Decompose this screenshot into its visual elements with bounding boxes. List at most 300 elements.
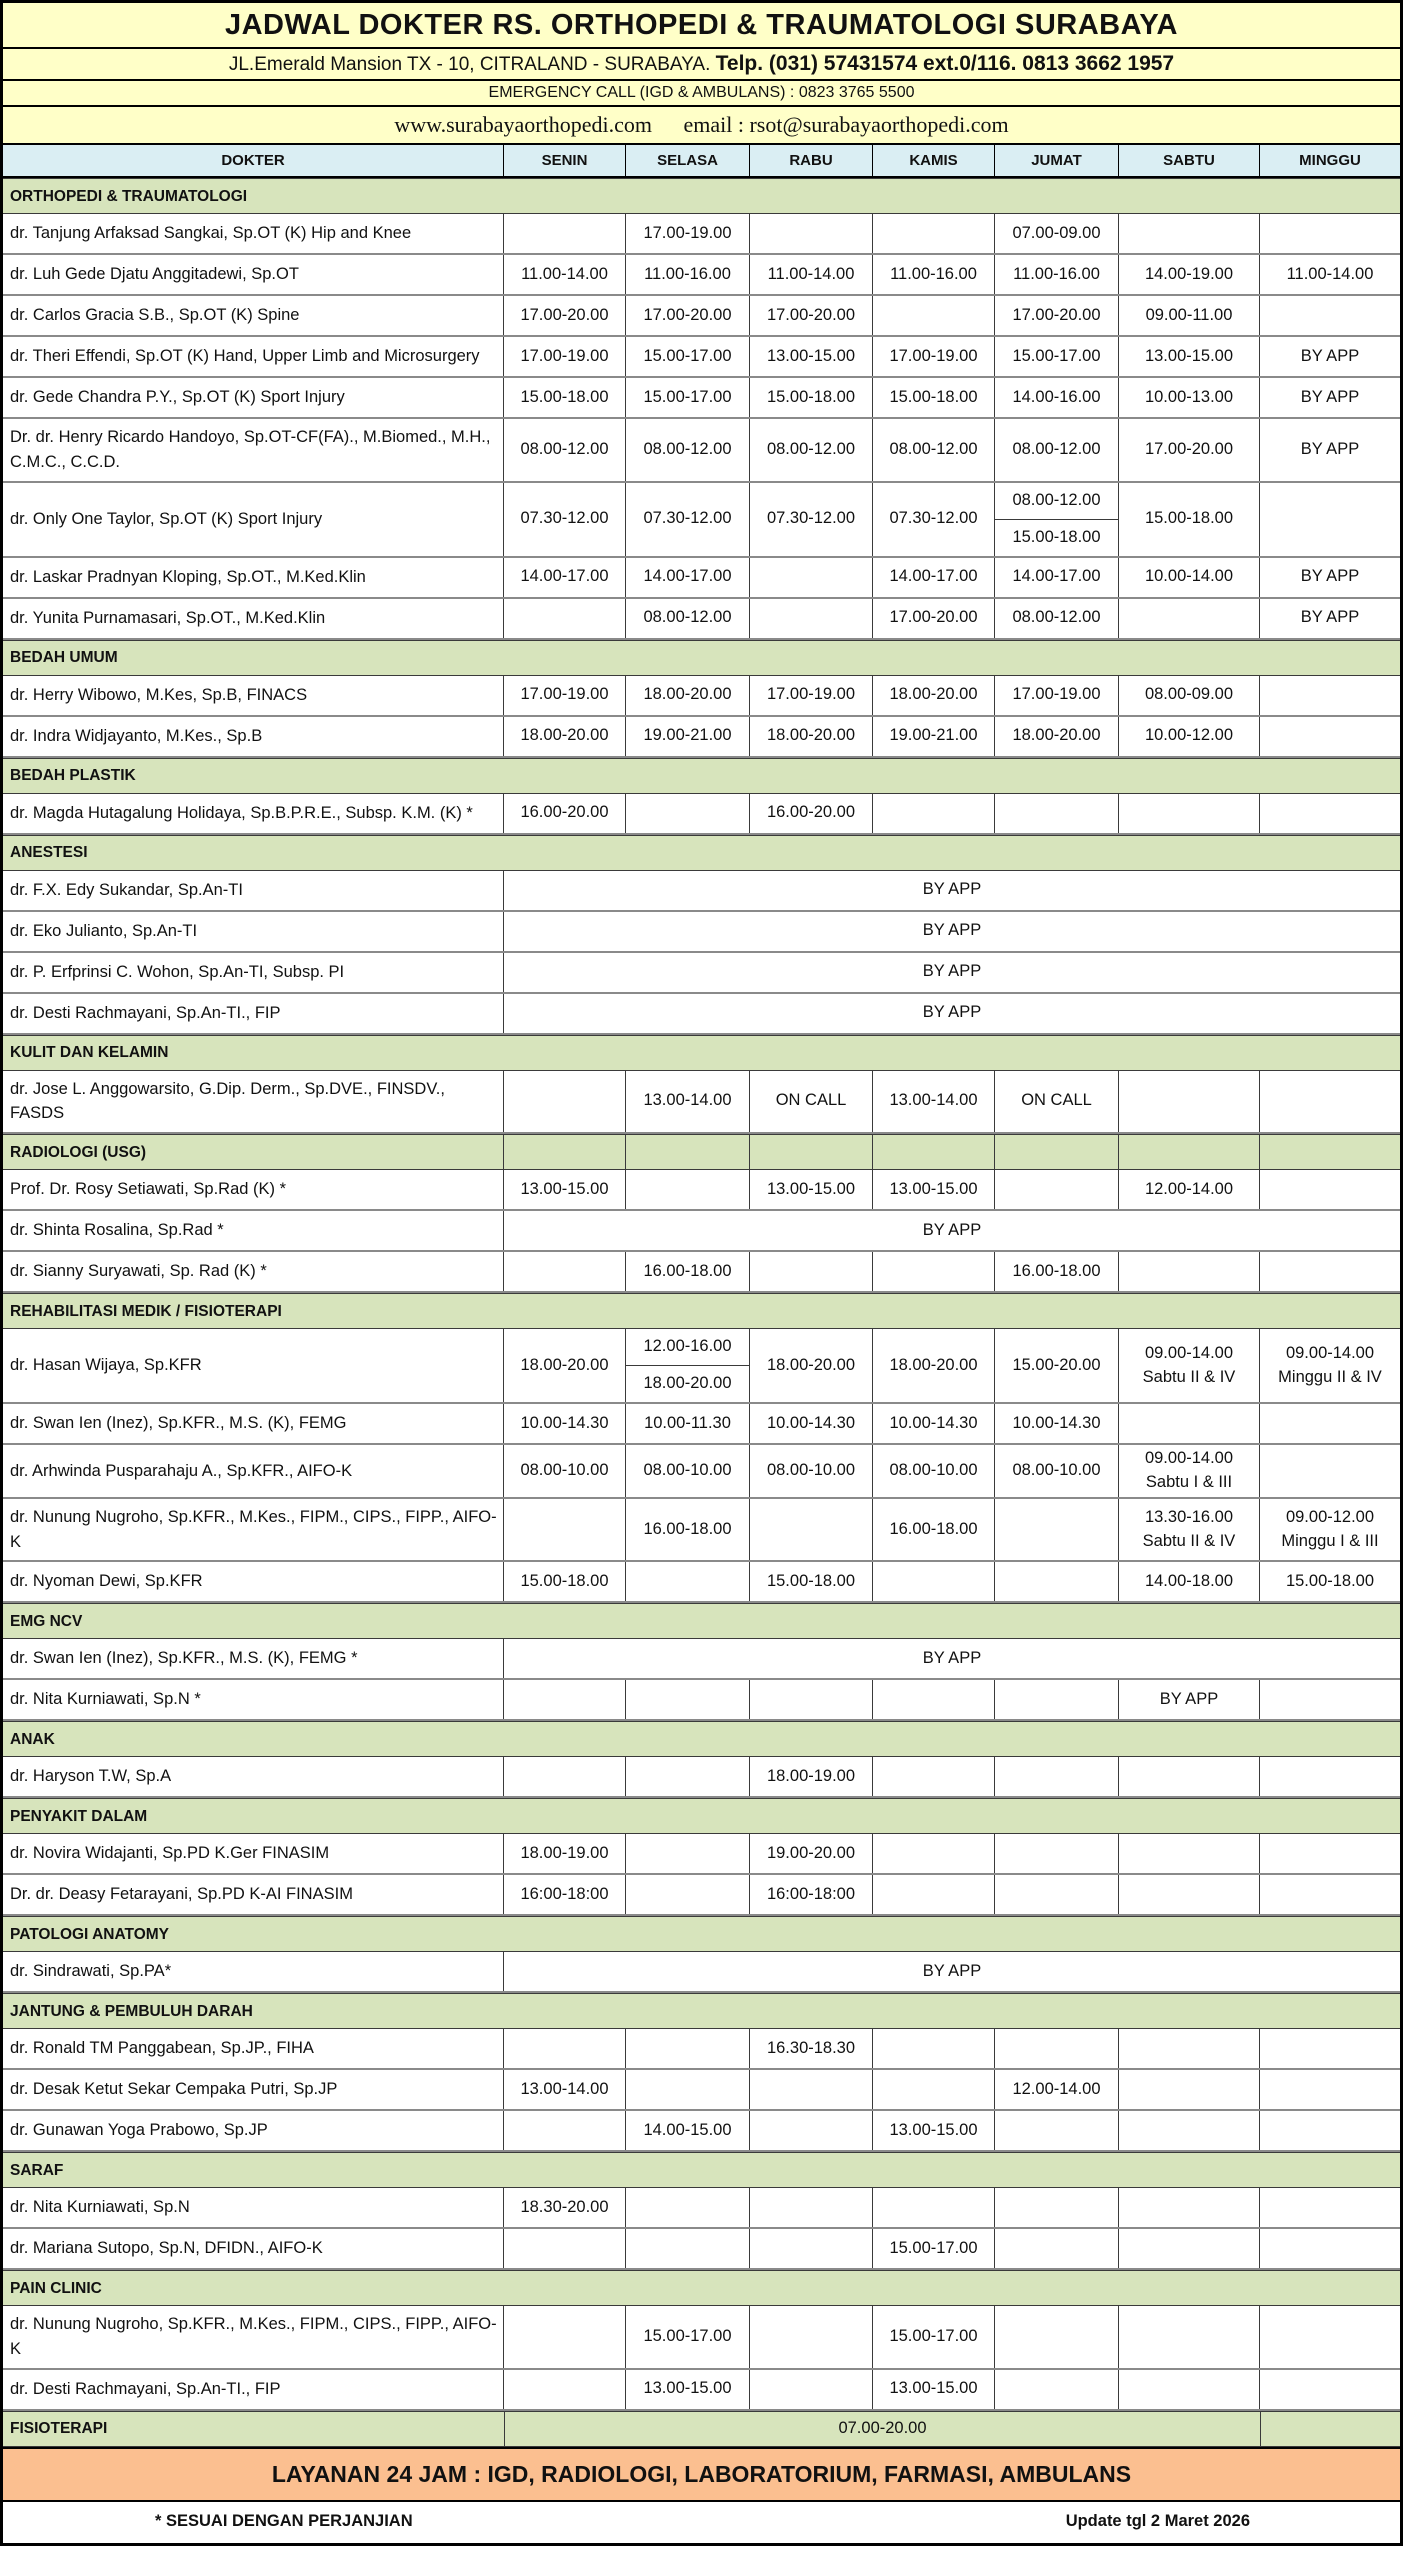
- schedule-cell: [1119, 2370, 1260, 2409]
- schedule-cell: [1260, 1499, 1400, 1561]
- table-row: [3, 1445, 1400, 1499]
- section-title: ANAK: [10, 1730, 55, 1748]
- schedule-cell: 15.00-17.00: [626, 337, 750, 376]
- schedule-cell: 13.00-15.00: [1119, 337, 1260, 376]
- schedule-cell: [995, 2229, 1119, 2268]
- schedule-cell: 08.00-10.00: [750, 1445, 873, 1497]
- schedule-cell: [1260, 2306, 1400, 2368]
- section-title: PATOLOGI ANATOMY: [10, 1925, 170, 1943]
- schedule-cell: 08.00-12.00: [626, 599, 750, 638]
- table-row: [3, 2229, 1400, 2270]
- schedule-cell: [1260, 296, 1400, 335]
- schedule-cell: [750, 2370, 873, 2409]
- schedule-cell: [750, 2070, 873, 2109]
- doctor-name: dr. Sianny Suryawati, Sp. Rad (K) *: [3, 1252, 504, 1291]
- page-title: JADWAL DOKTER RS. ORTHOPEDI & TRAUMATOLOGI SURABAYA: [3, 3, 1400, 49]
- column-header-jumat: JUMAT: [995, 145, 1119, 176]
- schedule-cell: [995, 2188, 1119, 2227]
- schedule-cell: 11.00-14.00: [750, 255, 873, 294]
- doctor-name: dr. P. Erfprinsi C. Wohon, Sp.An-TI, Subsp. PI: [3, 953, 504, 992]
- schedule-table-body: [3, 178, 1400, 2447]
- schedule-cell: [750, 1680, 873, 1719]
- schedule-cell: 17.00-20.00: [504, 296, 626, 335]
- doctor-name: dr. Desti Rachmayani, Sp.An-TI., FIP: [3, 994, 504, 1033]
- schedule-cell: [626, 1834, 750, 1873]
- schedule-cell: [626, 794, 750, 833]
- doctor-name: Dr. dr. Deasy Fetarayani, Sp.PD K-AI FINASIM: [3, 1875, 504, 1914]
- schedule-cell: 15.00-18.00: [873, 378, 995, 417]
- schedule-cell: 15.00-18.00: [504, 1562, 626, 1601]
- schedule-cell: 16.00-18.00: [626, 1252, 750, 1291]
- schedule-cell-span: BY APP: [922, 1961, 982, 1980]
- column-header-sabtu: SABTU: [1119, 145, 1260, 176]
- schedule-cell: [504, 1252, 626, 1291]
- schedule-cell-span: BY APP: [922, 962, 982, 981]
- schedule-cell: [1260, 2111, 1400, 2150]
- schedule-cell: 15.00-17.00: [995, 337, 1119, 376]
- schedule-cell: 13.00-15.00: [750, 1170, 873, 1209]
- table-row: [3, 717, 1400, 758]
- section-header-fisioterapi: [3, 2411, 1400, 2447]
- website-url: www.surabayaorthopedi.com: [394, 112, 652, 137]
- schedule-cell: [995, 2029, 1119, 2068]
- table-row: [3, 676, 1400, 717]
- doctor-name: dr. Novira Widajanti, Sp.PD K.Ger FINASIM: [3, 1834, 504, 1873]
- schedule-cell: [873, 1562, 995, 1601]
- section-title: PAIN CLINIC: [10, 2279, 102, 2297]
- schedule-cell: 17.00-19.00: [504, 676, 626, 715]
- schedule-cell: [995, 2370, 1119, 2409]
- schedule-cell: 15.00-18.00: [750, 1562, 873, 1601]
- table-row: [3, 1639, 1400, 1680]
- schedule-cell: 17.00-20.00: [1119, 419, 1260, 481]
- section-title: ORTHOPEDI & TRAUMATOLOGI: [10, 187, 248, 205]
- schedule-cell: [873, 1680, 995, 1719]
- doctor-name: dr. Mariana Sutopo, Sp.N, DFIDN., AIFO-K: [3, 2229, 504, 2268]
- schedule-cell: [873, 2070, 995, 2109]
- section-empty-cell: [626, 1135, 750, 1169]
- doctor-name: dr. Theri Effendi, Sp.OT (K) Hand, Upper Limb and Microsurgery: [3, 337, 504, 376]
- table-row: [3, 419, 1400, 483]
- schedule-subcell: 08.00-12.00: [995, 483, 1118, 520]
- schedule-cell: 11.00-16.00: [995, 255, 1119, 294]
- schedule-cell: [1119, 2306, 1260, 2368]
- schedule-cell: [1260, 2029, 1400, 2068]
- schedule-cell: [873, 1875, 995, 1914]
- schedule-cell: [626, 1680, 750, 1719]
- table-row: [3, 1211, 1400, 1252]
- doctor-name: dr. Yunita Purnamasari, Sp.OT., M.Ked.Klin: [3, 599, 504, 638]
- table-row: [3, 1170, 1400, 1211]
- schedule-cell-line: Sabtu II & IV: [1142, 1531, 1236, 1550]
- schedule-cell: BY APP: [1119, 1680, 1260, 1719]
- section-header-pain-clinic: [3, 2270, 1400, 2306]
- section-header-patologi-anatomy: [3, 1916, 1400, 1952]
- schedule-cell: 08.00-10.00: [504, 1445, 626, 1497]
- section-empty-cell: [995, 1135, 1119, 1169]
- schedule-cell: 17.00-20.00: [750, 296, 873, 335]
- schedule-cell: 17.00-19.00: [750, 676, 873, 715]
- schedule-cell: [873, 794, 995, 833]
- section-header-rehabilitasi-medik-fisioterapi: [3, 1293, 1400, 1329]
- schedule-cell: 18.00-20.00: [750, 1329, 873, 1402]
- schedule-cell: [504, 214, 626, 253]
- schedule-cell: 15.00-18.00: [750, 378, 873, 417]
- schedule-cell: [1119, 2229, 1260, 2268]
- table-row: [3, 912, 1400, 953]
- section-header-saraf: [3, 2152, 1400, 2188]
- column-header-rabu: RABU: [750, 145, 873, 176]
- schedule-cell: [995, 2111, 1119, 2150]
- schedule-cell: 12.00-14.00: [995, 2070, 1119, 2109]
- schedule-cell: 17.00-20.00: [626, 296, 750, 335]
- schedule-cell: [995, 1562, 1119, 1601]
- schedule-cell: 15.00-17.00: [873, 2229, 995, 2268]
- schedule-cell: [1260, 2188, 1400, 2227]
- schedule-cell: [626, 2188, 750, 2227]
- schedule-subcell: 18.00-20.00: [643, 1374, 732, 1393]
- schedule-cell: [1119, 1445, 1260, 1497]
- table-row: [3, 2111, 1400, 2152]
- schedule-subcell: 15.00-18.00: [1012, 527, 1101, 546]
- table-row: [3, 794, 1400, 835]
- schedule-cell-line: 13.30-16.00: [1144, 1507, 1234, 1526]
- schedule-cell: 09.00-11.00: [1119, 296, 1260, 335]
- schedule-cell: 17.00-20.00: [995, 296, 1119, 335]
- table-row: [3, 1252, 1400, 1293]
- schedule-cell: [1119, 2188, 1260, 2227]
- schedule-cell-split: [995, 483, 1119, 556]
- schedule-cell: [750, 2188, 873, 2227]
- schedule-cell: [873, 2188, 995, 2227]
- schedule-cell: [1119, 1071, 1260, 1133]
- footer-note-row: [3, 2502, 1400, 2543]
- schedule-cell: [995, 1757, 1119, 1796]
- table-row: [3, 214, 1400, 255]
- schedule-cell: 10.00-12.00: [1119, 717, 1260, 756]
- section-header-bedah-umum: [3, 640, 1400, 676]
- section-header-kulit-dan-kelamin: [3, 1035, 1400, 1071]
- section-empty-cell: [750, 1135, 873, 1169]
- address-line: [3, 49, 1400, 81]
- schedule-cell: [1260, 676, 1400, 715]
- schedule-cell: [504, 2370, 626, 2409]
- doctor-name: dr. Magda Hutagalung Holidaya, Sp.B.P.R.E., Subsp. K.M. (K) *: [3, 794, 504, 833]
- doctor-name: dr. Haryson T.W, Sp.A: [3, 1757, 504, 1796]
- appointment-note: * SESUAI DENGAN PERJANJIAN: [155, 2511, 413, 2530]
- table-row: [3, 378, 1400, 419]
- schedule-cell: 13.00-15.00: [750, 337, 873, 376]
- table-row: [3, 599, 1400, 640]
- schedule-cell: [1260, 1680, 1400, 1719]
- schedule-cell: [1119, 1757, 1260, 1796]
- schedule-cell: [1119, 1404, 1260, 1443]
- table-row: [3, 558, 1400, 599]
- schedule-cell: 13.00-15.00: [504, 1170, 626, 1209]
- schedule-cell: BY APP: [1300, 608, 1360, 627]
- doctor-name: dr. Sindrawati, Sp.PA*: [3, 1952, 504, 1991]
- schedule-cell: 15.00-20.00: [995, 1329, 1119, 1402]
- schedule-cell: [1260, 1170, 1400, 1209]
- schedule-cell: [995, 794, 1119, 833]
- schedule-cell: 17.00-19.00: [504, 337, 626, 376]
- schedule-cell: 13.00-14.00: [504, 2070, 626, 2109]
- doctor-name: dr. Arhwinda Pusparahaju A., Sp.KFR., AIFO-K: [3, 1445, 504, 1497]
- section-header-emg-ncv: [3, 1603, 1400, 1639]
- schedule-cell: 18.30-20.00: [504, 2188, 626, 2227]
- schedule-cell-span: BY APP: [922, 1003, 982, 1022]
- schedule-cell: 10.00-11.30: [626, 1404, 750, 1443]
- doctor-name: dr. Swan Ien (Inez), Sp.KFR., M.S. (K), FEMG: [3, 1404, 504, 1443]
- schedule-cell: [873, 296, 995, 335]
- table-row: [3, 1071, 1400, 1135]
- schedule-cell: 14.00-18.00: [1119, 1562, 1260, 1601]
- schedule-cell: [750, 2306, 873, 2368]
- schedule-cell: [1119, 1875, 1260, 1914]
- schedule-cell: [1119, 2029, 1260, 2068]
- section-empty-cell: [504, 1135, 626, 1169]
- doctor-name: dr. Gede Chandra P.Y., Sp.OT (K) Sport Injury: [3, 378, 504, 417]
- schedule-cell: [504, 1499, 626, 1561]
- section-title: ANESTESI: [10, 844, 88, 861]
- schedule-cell: 10.00-14.30: [873, 1404, 995, 1443]
- schedule-cell: 18.00-20.00: [873, 676, 995, 715]
- doctor-name: dr. Eko Julianto, Sp.An-TI: [3, 912, 504, 951]
- doctor-name: dr. Desti Rachmayani, Sp.An-TI., FIP: [3, 2370, 504, 2409]
- schedule-cell: [1260, 717, 1400, 756]
- table-row: [3, 1834, 1400, 1875]
- section-title: JANTUNG & PEMBULUH DARAH: [10, 2002, 253, 2020]
- schedule-cell: [1119, 2111, 1260, 2150]
- section-title: FISIOTERAPI: [10, 2420, 108, 2438]
- schedule-cell: [995, 2306, 1119, 2368]
- schedule-cell: [1119, 1329, 1260, 1402]
- section-title: EMG NCV: [10, 1612, 83, 1630]
- schedule-cell: 16.00-20.00: [750, 794, 873, 833]
- column-header-senin: SENIN: [504, 145, 626, 176]
- schedule-cell: 11.00-14.00: [1286, 264, 1374, 283]
- table-row: [3, 1329, 1400, 1404]
- doctor-name: dr. Nunung Nugroho, Sp.KFR., M.Kes., FIPM., CIPS., FIPP., AIFO-K: [3, 2306, 504, 2368]
- schedule-cell: [750, 1499, 873, 1561]
- schedule-cell: 10.00-14.30: [995, 1404, 1119, 1443]
- schedule-cell: 07.30-12.00: [626, 483, 750, 556]
- schedule-cell: 16.00-18.00: [626, 1499, 750, 1561]
- section-header-bedah-plastik: [3, 758, 1400, 794]
- schedule-cell: 14.00-15.00: [626, 2111, 750, 2150]
- schedule-cell: 17.00-19.00: [873, 337, 995, 376]
- schedule-cell: 14.00-17.00: [504, 558, 626, 597]
- schedule-cell: [1119, 214, 1260, 253]
- schedule-cell: 14.00-17.00: [626, 558, 750, 597]
- schedule-cell: [1260, 1875, 1400, 1914]
- doctor-name: dr. Shinta Rosalina, Sp.Rad *: [3, 1211, 504, 1250]
- schedule-cell: 11.00-16.00: [873, 255, 995, 294]
- schedule-cell: 08.00-10.00: [873, 1445, 995, 1497]
- schedule-cell: 18.00-20.00: [504, 717, 626, 756]
- schedule-cell: [1260, 1757, 1400, 1796]
- schedule-cell: [873, 2029, 995, 2068]
- schedule-cell: [1260, 2370, 1400, 2409]
- schedule-cell: 08.00-12.00: [626, 419, 750, 481]
- schedule-cell: [504, 1757, 626, 1796]
- column-header-dokter: DOKTER: [3, 145, 504, 176]
- doctor-name: dr. Luh Gede Djatu Anggitadewi, Sp.OT: [3, 255, 504, 294]
- doctor-name: dr. Nita Kurniawati, Sp.N: [3, 2188, 504, 2227]
- schedule-cell: [504, 2306, 626, 2368]
- schedule-cell-span: BY APP: [922, 921, 982, 940]
- schedule-cell-line: Minggu II & IV: [1278, 1367, 1382, 1386]
- column-header-kamis: KAMIS: [873, 145, 995, 176]
- schedule-cell: 08.00-09.00: [1119, 676, 1260, 715]
- schedule-cell: 18.00-20.00: [504, 1329, 626, 1402]
- table-row: [3, 1499, 1400, 1563]
- schedule-cell-line: Sabtu I & III: [1145, 1472, 1233, 1491]
- section-empty-cell: [1119, 1135, 1260, 1169]
- table-row: [3, 2306, 1400, 2370]
- schedule-cell: 13.00-15.00: [873, 1170, 995, 1209]
- doctor-name: dr. Herry Wibowo, M.Kes, Sp.B, FINACS: [3, 676, 504, 715]
- schedule-cell: ON CALL: [750, 1071, 873, 1133]
- schedule-cell: 16.30-18.30: [750, 2029, 873, 2068]
- schedule-cell: 08.00-12.00: [504, 419, 626, 481]
- schedule-cell: 14.00-19.00: [1119, 255, 1260, 294]
- schedule-cell: 07.30-12.00: [504, 483, 626, 556]
- section-title: BEDAH UMUM: [10, 649, 118, 666]
- doctor-name: dr. Nita Kurniawati, Sp.N *: [3, 1680, 504, 1719]
- schedule-cell: 08.00-10.00: [995, 1445, 1119, 1497]
- schedule-cell: [504, 1680, 626, 1719]
- schedule-cell-span: BY APP: [922, 1648, 982, 1667]
- schedule-cell: [995, 1834, 1119, 1873]
- schedule-cell: [1260, 1445, 1400, 1497]
- schedule-cell: 17.00-19.00: [995, 676, 1119, 715]
- schedule-cell: [873, 1252, 995, 1291]
- doctor-name: dr. Jose L. Anggowarsito, G.Dip. Derm., Sp.DVE., FINSDV., FASDS: [3, 1071, 504, 1133]
- schedule-cell: [1260, 1071, 1400, 1133]
- schedule-cell-line: 09.00-14.00: [1144, 1343, 1234, 1362]
- section-header-orthopedi-traumatologi: [3, 178, 1400, 214]
- schedule-cell-line: 09.00-12.00: [1285, 1507, 1375, 1526]
- schedule-cell: [750, 2111, 873, 2150]
- column-header-selasa: SELASA: [626, 145, 750, 176]
- table-row: [3, 337, 1400, 378]
- schedule-cell: 08.00-12.00: [750, 419, 873, 481]
- schedule-cell: 11.00-14.00: [504, 255, 626, 294]
- schedule-cell: [750, 599, 873, 638]
- schedule-cell: 07.00-09.00: [995, 214, 1119, 253]
- schedule-cell: 10.00-13.00: [1119, 378, 1260, 417]
- schedule-cell: [1119, 599, 1260, 638]
- schedule-cell: 18.00-19.00: [504, 1834, 626, 1873]
- schedule-cell: 16.00-18.00: [873, 1499, 995, 1561]
- doctor-name: dr. Hasan Wijaya, Sp.KFR: [3, 1329, 504, 1402]
- doctor-name: dr. Only One Taylor, Sp.OT (K) Sport Injury: [3, 483, 504, 556]
- schedule-cell: 18.00-20.00: [873, 1329, 995, 1402]
- schedule-cell: 18.00-20.00: [995, 717, 1119, 756]
- schedule-cell: [750, 2229, 873, 2268]
- schedule-cell: [1260, 1834, 1400, 1873]
- layanan-24jam-bar: LAYANAN 24 JAM : IGD, RADIOLOGI, LABORATORIUM, FARMASI, AMBULANS: [3, 2447, 1400, 2502]
- table-row: [3, 1404, 1400, 1445]
- schedule-cell: 13.00-14.00: [626, 1071, 750, 1133]
- schedule-cell: [1260, 214, 1400, 253]
- section-title: KULIT DAN KELAMIN: [10, 1044, 169, 1061]
- schedule-cell: 19.00-21.00: [626, 717, 750, 756]
- schedule-cell: 10.00-14.30: [750, 1404, 873, 1443]
- schedule-cell: 10.00-14.30: [504, 1404, 626, 1443]
- schedule-cell: [1119, 2070, 1260, 2109]
- schedule-cell: [626, 2070, 750, 2109]
- schedule-cell: 13.00-14.00: [873, 1071, 995, 1133]
- schedule-cell-line: Minggu I & III: [1281, 1531, 1379, 1550]
- schedule-cell: [750, 1252, 873, 1291]
- schedule-cell-split: [626, 1329, 750, 1402]
- schedule-cell: 13.00-15.00: [873, 2111, 995, 2150]
- table-row: [3, 1562, 1400, 1603]
- schedule-cell: BY APP: [1300, 387, 1360, 406]
- section-empty-cell: [873, 1135, 995, 1169]
- schedule-cell: [504, 599, 626, 638]
- schedule-cell: 15.00-18.00: [1285, 1571, 1375, 1590]
- doctor-name: dr. Ronald TM Panggabean, Sp.JP., FIHA: [3, 2029, 504, 2068]
- schedule-cell: [995, 1170, 1119, 1209]
- schedule-cell-span: BY APP: [922, 880, 982, 899]
- table-row: [3, 994, 1400, 1035]
- doctor-name: dr. Indra Widjayanto, M.Kes., Sp.B: [3, 717, 504, 756]
- schedule-cell: [1260, 1329, 1400, 1402]
- schedule-cell-line: 09.00-14.00: [1144, 1449, 1234, 1467]
- section-header-anestesi: [3, 835, 1400, 871]
- address-text: JL.Emerald Mansion TX - 10, CITRALAND - SURABAYA.: [228, 54, 711, 75]
- schedule-cell: [626, 2229, 750, 2268]
- schedule-subcell: 12.00-16.00: [626, 1329, 749, 1366]
- table-row: [3, 2188, 1400, 2229]
- schedule-cell: 17.00-19.00: [626, 214, 750, 253]
- schedule-cell: [1260, 2070, 1400, 2109]
- schedule-cell: 15.00-17.00: [626, 2306, 750, 2368]
- email-text: email : rsot@surabayaorthopedi.com: [683, 112, 1009, 137]
- table-row: [3, 1952, 1400, 1993]
- schedule-cell: [873, 214, 995, 253]
- section-header-jantung-pembuluh-darah: [3, 1993, 1400, 2029]
- schedule-cell: BY APP: [1300, 439, 1360, 458]
- schedule-cell: 14.00-17.00: [873, 558, 995, 597]
- phone-text: Telp. (031) 57431574 ext.0/116. 0813 3662 1957: [715, 52, 1175, 75]
- schedule-cell: 13.00-15.00: [626, 2370, 750, 2409]
- schedule-cell: [626, 1875, 750, 1914]
- table-row: [3, 1875, 1400, 1916]
- schedule-cell: 14.00-17.00: [995, 558, 1119, 597]
- schedule-cell: 15.00-17.00: [873, 2306, 995, 2368]
- schedule-cell: [995, 1499, 1119, 1561]
- table-row: [3, 1680, 1400, 1721]
- doctor-name: dr. Nunung Nugroho, Sp.KFR., M.Kes., FIPM., CIPS., FIPP., AIFO-K: [3, 1499, 504, 1561]
- schedule-cell: 15.00-17.00: [626, 378, 750, 417]
- schedule-cell: [1119, 1252, 1260, 1291]
- section-title: PENYAKIT DALAM: [10, 1807, 148, 1825]
- schedule-cell: 18.00-20.00: [750, 717, 873, 756]
- table-row: [3, 953, 1400, 994]
- schedule-cell: 11.00-16.00: [626, 255, 750, 294]
- schedule-cell: [626, 1562, 750, 1601]
- table-row: [3, 1757, 1400, 1798]
- schedule-cell: 18.00-20.00: [626, 676, 750, 715]
- schedule-cell: ON CALL: [995, 1071, 1119, 1133]
- schedule-cell: 08.00-10.00: [626, 1445, 750, 1497]
- schedule-cell: [504, 2029, 626, 2068]
- schedule-cell-span: BY APP: [922, 1220, 982, 1239]
